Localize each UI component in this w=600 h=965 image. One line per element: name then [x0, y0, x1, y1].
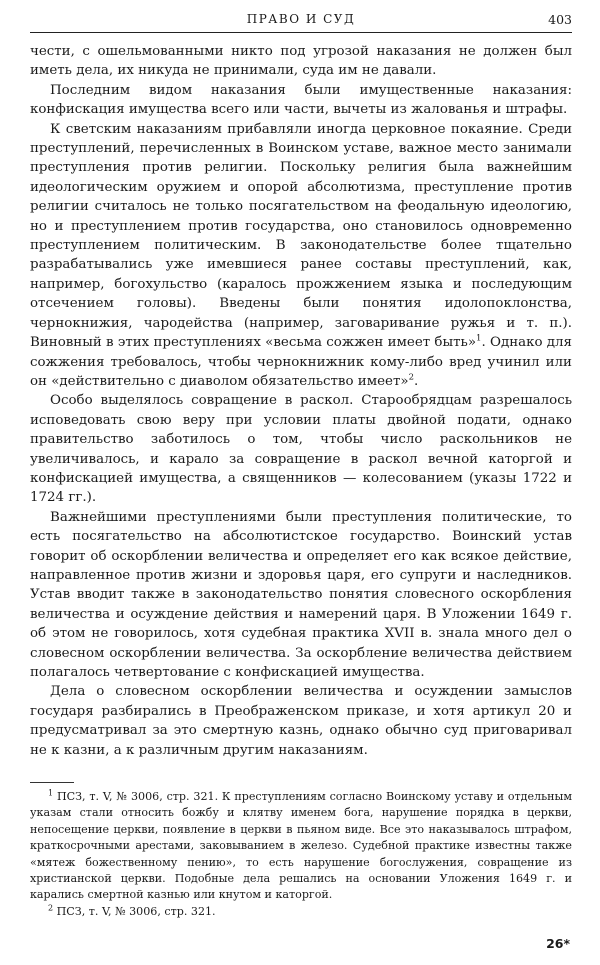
footnote-2-marker: 2	[48, 903, 54, 913]
footnotes	[30, 789, 572, 920]
footnote-1-marker: 1	[48, 788, 54, 798]
footnote-1	[30, 789, 572, 904]
main-text	[30, 42, 572, 760]
paragraph-3-end: .	[414, 373, 419, 389]
paragraph-6: Дела о словесном оскорблении величества и осуждении замыслов государя разбирались в Преображенском приказе, и хотя артикул 20 и предусматривал за это смертную казнь, однако обычно суд приговаривал не к казни, а к различным другим наказаниям.	[30, 684, 572, 758]
running-header	[30, 10, 572, 33]
running-title: ПРАВО И СУД	[246, 12, 356, 26]
page-number: 403	[548, 12, 572, 27]
signature-mark: 26*	[546, 936, 570, 951]
footnote-ref-2: 2	[408, 372, 414, 383]
footnote-ref-1: 1	[476, 333, 482, 344]
paragraph-4: Особо выделялось совращение в раскол. Старообрядцам разрешалось исповедовать свою веру при условии платы двойной подати, однако правительство заботилось о том, чтобы число раскольников не увеличивалось, и карало за совращение в раскол вечной каторгой и конфискацией имущества, а священников — колесованием (указы 1722 и 1724 гг.).	[30, 393, 572, 506]
footnote-1-text: ПСЗ, т. V, № 3006, стр. 321. К преступлениям согласно Воинскому уставу и отдельным указам стали относить божбу и клятву именем бога, нарушение порядка в церкви, непосещение церкви, появление в церкви в пьяном виде. Все это наказывалось штрафом, краткосрочными арестами, заковыванием в железо. Судебной практике известны также «мятеж божественному пению», то есть нарушение богослужения, совращение из христианской церкви. Подобные дела решались на основании Уложения 1649 г. и карались смертной казнью или кнутом и каторгой.	[30, 790, 572, 902]
book-page	[30, 10, 572, 955]
paragraph-1: чести, с ошельмованными никто под угрозой наказания не должен был иметь дела, их никуда не принимали, суда им не давали.	[30, 44, 572, 79]
footnote-2-text: ПСЗ, т. V, № 3006, стр. 321.	[56, 904, 216, 918]
paragraph-3	[30, 120, 572, 392]
paragraph-3-continuation: . Однако для сожжения требовалось, чтобы чернокнижник кому-либо вред учинил или он «действительно с диаволом обязательство имеет»	[30, 335, 573, 389]
footnote-divider	[30, 782, 74, 783]
paragraph-5: Важнейшими преступлениями были преступления политические, то есть посягательство на абсолютистское государство. Воинский устав говорит об оскорблении величества и определяет его как всякое действие, направленное против жизни и здоровья царя, его супруги и наследников. Устав вводит также в законодательство понятия словесного оскорбления величества и осуждение действия и намерений царя. В Уложении 1649 г. об этом не говорилось, хотя судебная практика XVII в. знала много дел о словесном оскорблении величества. За оскорбление величества действием полагалось четвертование с конфискацией имущества.	[30, 509, 572, 680]
paragraph-3-text: К светским наказаниям прибавляли иногда церковное покаяние. Среди преступлений, перечисленных в Воинском уставе, важное место занимали преступления против религии. Поскольку религия была важнейшим идеологическим оружием и опорой абсолютизма, преступление против религии считалось не только посягательством на феодальную идеологию, но и преступлением против государства, оно становилось одновременно преступлением политическим. В законодательстве более тщательно разрабатывались уже имевшиеся ранее составы преступлений, как, например, богохульство (каралось прожжением языка и последующим отсечением головы). Введены были понятия идолопоклонства, чернокнижия, чародейства (например, заговаривание ружья и т. п.). Виновный в этих преступлениях «весьма сожжен имеет быть»	[30, 121, 572, 351]
footnote-2	[30, 904, 572, 920]
paragraph-2: Последним видом наказания были имущественные наказания: конфискация имущества всего или части, вычеты из жалованья и штрафы.	[30, 82, 572, 118]
